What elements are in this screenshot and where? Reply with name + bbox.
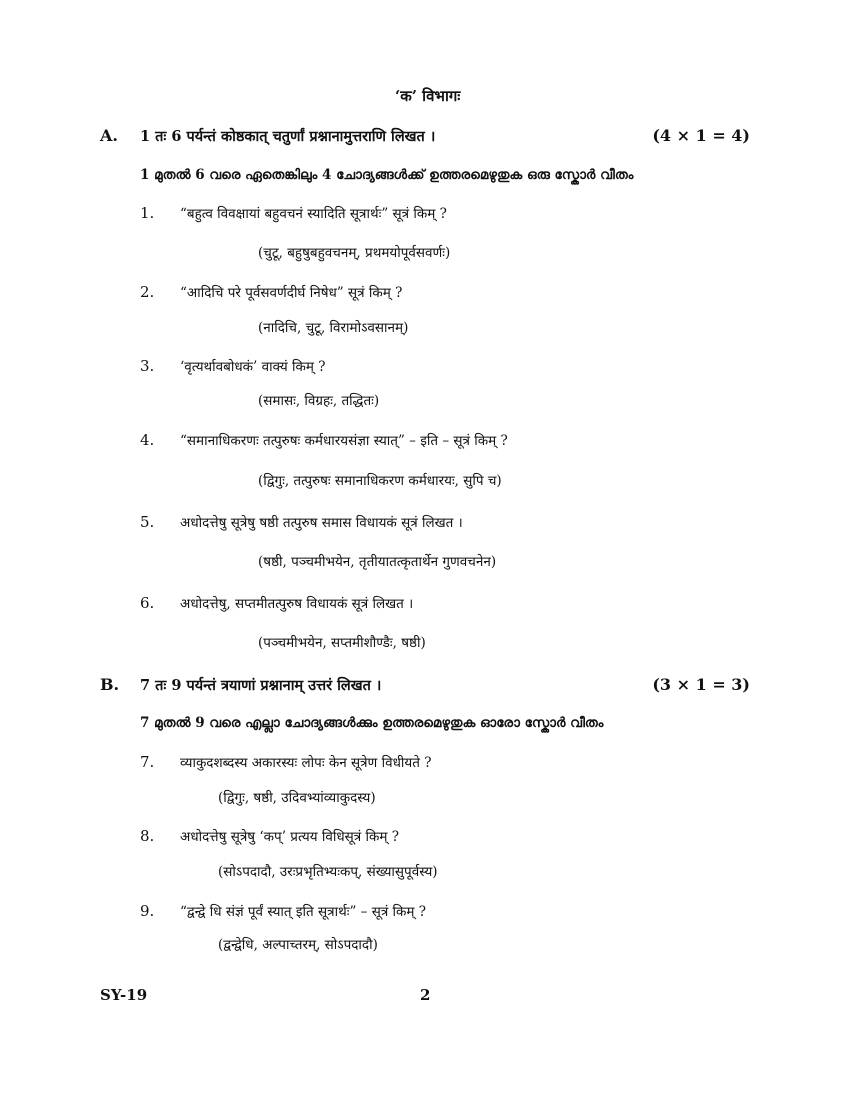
question-text: “समानाधिकरणः तत्पुरुषः कर्मधारयसंज्ञा स्यात्” – इति – सूत्रं किम् ? — [180, 433, 508, 449]
question-text: अधोदत्तेषु सूत्रेषु ‘कप्’ प्रत्यय विधिसूत्रं किम् ? — [180, 829, 399, 845]
section-b-heading: 7 तः 9 पर्यन्तं त्रयाणां प्रश्नानाम् उत्तरं लिखत । — [140, 677, 382, 694]
question-text: “बहुत्व विवक्षायां बहुवचनं स्यादिति सूत्रार्थः” सूत्रं किम् ? — [180, 206, 447, 222]
question-options: (नादिचि, चुटू, विरामोऽवसानम्) — [258, 320, 409, 336]
question-number: 5. — [140, 513, 155, 531]
page-title: ‘क’ विभागः — [395, 87, 461, 105]
question-options: (द्वन्द्वेधि, अल्पाच्तरम्, सोऽपदादौ) — [218, 937, 378, 953]
question-number: 7. — [140, 753, 155, 771]
question-number: 8. — [140, 827, 155, 845]
question-number: 2. — [140, 283, 155, 301]
section-b-letter: B. — [100, 675, 120, 694]
question-options: (द्विगुः, तत्पुरुषः समानाधिकरण कर्मधारयः, सुपि च) — [258, 473, 502, 489]
section-a-marks: (4 × 1 = 4) — [652, 126, 750, 145]
section-a-malayalam-instruction: 1 മുതൽ 6 വരെ ഏതെങ്കിലും 4 ചോദ്യങ്ങൾക്ക് ഉത്തരമെഴുതുക ഒരു സ്കോർ വീതം — [140, 167, 634, 183]
question-text: अधोदत्तेषु, सप्तमीतत्पुरुष विधायकं सूत्रं लिखत । — [180, 596, 414, 612]
question-options: (द्विगुः, षष्ठी, उदिवभ्यांव्याकुदस्य) — [218, 790, 376, 806]
question-number: 4. — [140, 431, 155, 449]
question-text: व्याकुदशब्दस्य अकारस्यः लोपः केन सूत्रेण विधीयते ? — [180, 755, 432, 771]
section-a-letter: A. — [100, 126, 118, 145]
page-number: 2 — [420, 986, 431, 1004]
question-options: (समासः, विग्रहः, तद्धितः) — [258, 393, 380, 409]
question-number: 3. — [140, 357, 155, 375]
footer-code: SY-19 — [100, 986, 148, 1004]
question-options: (पञ्चमीभयेन, सप्तमीशौण्डैः, षष्ठी) — [258, 635, 426, 651]
question-options: (चुटू, बहुषुबहुवचनम्, प्रथमयोपूर्वसवर्णः) — [258, 245, 451, 261]
question-text: “द्वन्द्वे धि संज्ञं पूर्वं स्यात् इति सूत्रार्थः” – सूत्रं किम् ? — [180, 904, 427, 920]
section-a-heading: 1 तः 6 पर्यन्तं कोष्ठकात् चतुर्णां प्रश्नानामुत्तराणि लिखत । — [140, 128, 436, 145]
question-text: “आदिचि परे पूर्वसवर्णदीर्घ निषेध” सूत्रं किम् ? — [180, 285, 403, 301]
question-number: 6. — [140, 594, 155, 612]
section-b-marks: (3 × 1 = 3) — [652, 675, 750, 694]
question-number: 9. — [140, 902, 155, 920]
section-b-malayalam-instruction: 7 മുതൽ 9 വരെ എല്ലാ ചോദ്യങ്ങൾക്കും ഉത്തരമെഴുതുക ഓരോ സ്കോർ വീതം — [140, 715, 604, 731]
question-number: 1. — [140, 204, 155, 222]
question-options: (सोऽपदादौ, उरःप्रभृतिभ्यःकप्, संख्यासुपूर्वस्य) — [218, 864, 438, 880]
question-text: अधोदत्तेषु सूत्रेषु षष्ठी तत्पुरुष समास विधायकं सूत्रं लिखत । — [180, 515, 463, 531]
question-options: (षष्ठी, पञ्चमीभयेन, तृतीयातत्कृतार्थेन गुणवचनेन) — [258, 554, 497, 570]
question-text: ‘वृत्यर्थावबोधकं’ वाक्यं किम् ? — [180, 359, 326, 375]
